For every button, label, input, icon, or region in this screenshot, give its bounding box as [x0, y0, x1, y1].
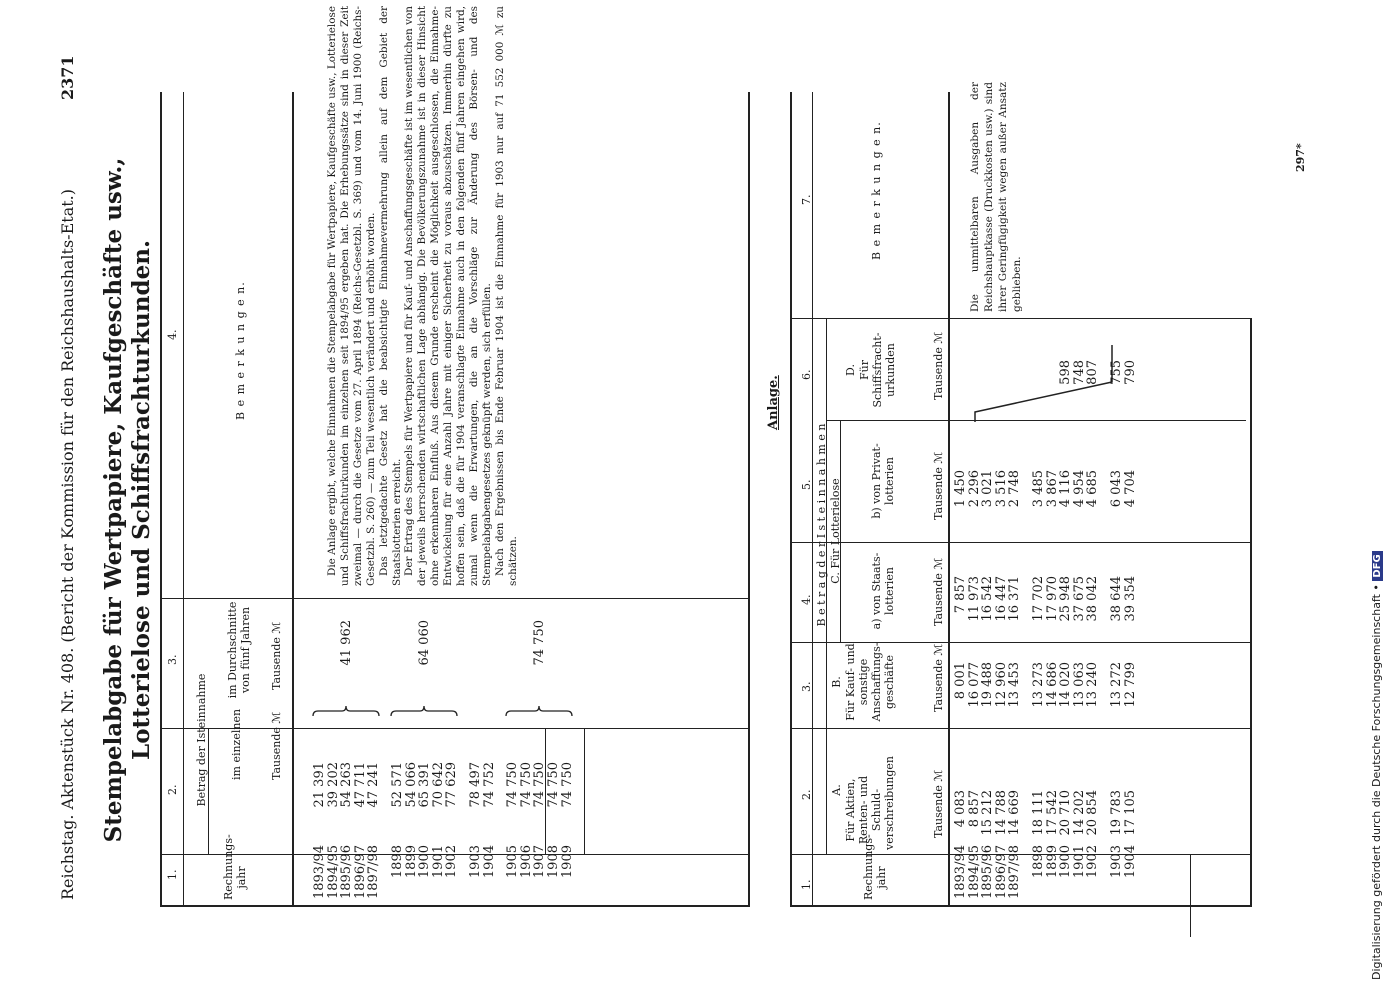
t2-header-a-text: [844, 755, 896, 850]
t2-colnum-2: 2.: [800, 789, 813, 800]
t1-colnum-3: 3.: [166, 654, 179, 665]
dfg-logo: DFG: [1372, 551, 1383, 580]
t2-value-ca: 39 354: [1122, 576, 1138, 622]
t1-value: 74 750: [546, 762, 561, 808]
t2-colnum-5: 5.: [800, 479, 813, 490]
t1-year: 1909: [559, 845, 575, 879]
t2-value-a: 8 857: [966, 790, 982, 828]
t2-value-d: 748: [1071, 360, 1087, 385]
t2-value-ca: 16 447: [993, 576, 1009, 622]
t2-value-b: 14 020: [1058, 662, 1074, 708]
t2-value-d: 598: [1058, 360, 1074, 385]
t2-value-ca: 25 948: [1058, 576, 1074, 622]
t2-value-b: 13 272: [1109, 662, 1124, 708]
t1-remarks: [326, 6, 520, 586]
t2-value-cb: 3 021: [980, 470, 996, 508]
t2-value-cb: 4 704: [1122, 470, 1138, 508]
t2-year: 1895/96: [980, 845, 996, 900]
t1-remark-paragraph: Das letztgedachte Gesetz hat die beabsichtigte Einnahmevermehrung allein auf dem Gebiet der Staatslotterien erreicht.: [377, 6, 403, 586]
t2-value-ca: 11 973: [966, 576, 982, 622]
t1-header-durchschnitt: im Durchschnitte von fünf Jahren: [226, 601, 252, 699]
t2-remark: Die unmittelbaren Ausgaben der Reichshauptkasse (Druckkosten usw.) sind ihrer Geringfügigkeit wegen außer Ansatz geblieben.: [969, 82, 1023, 312]
t1-average: 41 962: [339, 620, 354, 666]
t1-value: 78 497: [468, 762, 483, 808]
t2-year: 1902: [1085, 845, 1101, 879]
anlage-label: Anlage.: [766, 375, 781, 430]
t2-header-a-letter: A.: [830, 784, 843, 796]
t2-value-b: 14 686: [1044, 662, 1060, 708]
t1-colnum-2: 2.: [166, 784, 179, 795]
t2-header-b-letter: B.: [830, 676, 843, 688]
t2-value-cb: 2 296: [966, 470, 982, 508]
t1-header-betrag: Betrag der Isteinnahme: [195, 673, 208, 807]
t1-value: 77 629: [444, 762, 460, 808]
t2-value-b: 13 063: [1071, 662, 1087, 708]
t1-header-einzelnen: im einzelnen: [230, 708, 243, 780]
t1-value: 74 750: [559, 762, 575, 808]
t2-value-cb: 4 685: [1085, 470, 1101, 508]
t1-value: 21 391: [312, 762, 327, 808]
t2-value-cb: 3 485: [1031, 470, 1046, 508]
t2-value-a: 14 202: [1071, 790, 1087, 836]
t2-header-ca: a) von Staats-lotterien: [870, 552, 896, 630]
t2-header-year: Rechnungs-jahr: [862, 834, 888, 900]
t2-value-ca: 17 702: [1031, 576, 1046, 622]
t2-unit-cb: Tausende ℳ: [932, 451, 945, 520]
t1-unit-1: Tausende ℳ: [270, 711, 283, 780]
t1-year: 1907: [532, 845, 548, 879]
t2-value-cb: 4 954: [1071, 470, 1087, 508]
t2-value-a: 4 083: [953, 790, 968, 828]
t1-value: 70 642: [430, 762, 446, 808]
t2-value-b: 16 077: [966, 662, 982, 708]
t1-year: 1902: [444, 845, 460, 879]
t1-remarks-inner: [326, 6, 520, 586]
t2-unit-ca: Tausende ℳ: [932, 557, 945, 626]
t2-value-b: 19 488: [980, 662, 996, 708]
t2-colnum-6: 6.: [800, 369, 813, 380]
t2-value-b: 8 001: [953, 662, 968, 700]
title-rotated: Stempelabgabe für Wertpapiere, Kaufgeschäfte usw., Lotterielose und Schiffsfrachturkunden.: [100, 157, 155, 843]
t2-year: 1900: [1058, 845, 1074, 879]
t2-unit-a: Tausende ℳ: [932, 769, 945, 838]
page-number-rotated: 2371: [58, 55, 77, 100]
t2-value-ca: 17 970: [1044, 576, 1060, 622]
t2-value-a: 18 111: [1031, 790, 1046, 836]
t1-value: 47 241: [366, 762, 382, 808]
t2-year: 1903: [1109, 845, 1124, 879]
t2-value-cb: 6 043: [1109, 470, 1124, 508]
t1-brace-mark: [390, 706, 458, 718]
t1-remark-paragraph: Der Ertrag des Stempels für Wertpapiere und für Kauf- und Anschaffungsgeschäfte ist im wesentlichen von der jeweils herrschenden wirtschaftlichen Lage abhängig. Die Bevölkerungszunahme ist in dieser Hinsicht ohne erkennbaren Einfluß. Aus diesem Grunde erscheint die Möglichkeit ausgeschlossen, die Einnahme-Entwickelung für eine Anzahl Jahre mit einiger Sicherheit zu voraus abzuschätzen. Immerhin dürfte zu hoffen sein, daß die für 1904 veranschlagte Einnahme auch in den folgenden fünf Jahren eingehen wird, zumal wenn die Erwartungen, die an die Vorschläge zur Änderung des Börsen- und des Stempelabgabengesetzes geknüpft werden, sich erfüllen.: [403, 6, 493, 586]
t2-year: 1894/95: [966, 845, 982, 900]
t2-header-a-desc: Für Aktien, Renten- und Schuld-verschreibungen: [844, 755, 896, 850]
t2-value-cb: 2 748: [1007, 470, 1023, 508]
t2-value-cb: 4 116: [1058, 470, 1074, 508]
t1-year: 1896/97: [352, 845, 368, 900]
t2-colnum-3: 3.: [800, 681, 813, 692]
t1-year: 1899: [403, 845, 419, 879]
t2-value-a: 20 854: [1085, 790, 1101, 836]
t2-value-cb: 1 450: [953, 470, 968, 508]
t1-year: 1895/96: [339, 845, 355, 900]
t1-year: 1897/98: [366, 845, 382, 900]
t2-value-a: 14 788: [993, 790, 1009, 836]
t2-value-b: 12 799: [1122, 662, 1138, 708]
t2-value-b: 13 453: [1007, 662, 1023, 708]
t1-brace-mark: [505, 706, 573, 718]
t2-header-b-desc: Für Kauf- und sonstige Anschaffungs-geschäfte: [844, 642, 896, 722]
t2-value-a: 20 710: [1058, 790, 1074, 836]
t2-header-cb: b) von Privat-lotterien: [870, 443, 896, 519]
t2-header-d-desc: Für Schiffsfracht-urkunden: [858, 332, 897, 408]
t2-value-a: 15 212: [980, 790, 996, 836]
t2-value-ca: 7 857: [953, 576, 968, 614]
t2-value-ca: 38 644: [1109, 576, 1124, 622]
t2-year: 1904: [1122, 845, 1138, 879]
digitization-text: Digitalisierung gefördert durch die Deutsche Forschungsgemeinschaft •: [1370, 584, 1383, 980]
header-rotated: [58, 100, 77, 900]
t1-year: 1901: [430, 845, 446, 879]
t2-value-ca: 38 042: [1085, 576, 1101, 622]
t1-value: 74 750: [505, 762, 521, 808]
t2-year: 1899: [1044, 845, 1060, 879]
t2-value-d: 755: [1109, 360, 1124, 385]
t1-colnum-1: 1.: [166, 869, 179, 880]
t1-value: 54 066: [403, 762, 419, 808]
t1-value: 74 750: [532, 762, 548, 808]
t1-value: 74 752: [481, 762, 497, 808]
digitization-credit: [1370, 551, 1383, 980]
t1-value: 54 263: [339, 762, 355, 808]
t2-value-ca: 16 371: [1007, 576, 1023, 622]
t2-header-betrag: B e t r a g d e r I s t e i n n a h m e n: [815, 423, 828, 627]
t1-year: 1906: [518, 845, 534, 879]
t1-year: 1904: [481, 845, 497, 879]
t1-year: 1905: [505, 845, 521, 879]
t1-header-year: Rechnungs-jahr: [222, 834, 248, 900]
t2-value-ca: 37 675: [1071, 576, 1087, 622]
t1-year: 1900: [417, 845, 433, 879]
t2-year: 1896/97: [993, 845, 1009, 900]
t1-year: 1894/95: [325, 845, 341, 900]
t1-value: 52 571: [390, 762, 405, 808]
t2-unit-d: Tausende ℳ: [932, 331, 945, 400]
t2-value-d: 790: [1122, 360, 1138, 385]
t1-year: 1893/94: [312, 845, 327, 900]
t1-value: 39 202: [325, 762, 341, 808]
t1-average: 64 060: [417, 620, 432, 666]
t2-value-cb: 3 516: [993, 470, 1009, 508]
t2-year: 1893/94: [953, 845, 968, 900]
t2-value-a: 17 105: [1122, 790, 1138, 836]
t2-value-a: 17 542: [1044, 790, 1060, 836]
t2-header-c: C. Für Lotterielose: [829, 478, 842, 584]
t1-average: 74 750: [532, 620, 548, 666]
t2-colnum-4: 4.: [800, 594, 813, 605]
t2-value-a: 19 783: [1109, 790, 1124, 836]
t2-colnum-1: 1.: [800, 879, 813, 890]
t2-header-d-letter: D.: [844, 364, 857, 376]
t1-year: 1898: [390, 845, 405, 879]
t1-value: 47 711: [352, 762, 368, 808]
t2-unit-b: Tausende ℳ: [932, 643, 945, 712]
t2-value-b: 13 273: [1031, 662, 1046, 708]
t2-value-a: 14 669: [1007, 790, 1023, 836]
t2-value-cb: 3 867: [1044, 470, 1060, 508]
header-text: Reichstag. Aktenstück Nr. 408. (Bericht der Kommission für den Reichshaushalts-Etat.): [58, 189, 77, 900]
t1-year: 1908: [546, 845, 561, 879]
t1-header-bemerkungen: B e m e r k u n g e n.: [234, 281, 247, 420]
t2-value-b: 13 240: [1085, 662, 1101, 708]
t2-value-d: 807: [1085, 360, 1101, 385]
t2-value-b: 12 960: [993, 662, 1009, 708]
t1-value: 74 750: [518, 762, 534, 808]
t1-year: 1903: [468, 845, 483, 879]
t2-header-bemerkungen: B e m e r k u n g e n.: [870, 121, 883, 260]
t2-value-ca: 16 542: [980, 576, 996, 622]
t1-unit-2: Tausende ℳ: [270, 621, 283, 690]
page-footer: 297*: [1294, 143, 1307, 172]
t1-remark-paragraph: Nach den Ergebnissen bis Ende Februar 1904 ist die Einnahme für 1903 nur auf 71 552 000 ℳ zu schätzen.: [493, 6, 519, 586]
t2-year: 1901: [1071, 845, 1087, 879]
t2-year: 1898: [1031, 845, 1046, 879]
t1-value: 65 391: [417, 762, 433, 808]
t1-colnum-4: 4.: [166, 329, 179, 340]
t2-colnum-7: 7.: [800, 194, 813, 205]
t2-header-a: [830, 730, 843, 850]
t1-brace-mark: [312, 706, 380, 718]
t1-remark-paragraph: Die Anlage ergibt, welche Einnahmen die Stempelabgabe für Wertpapiere, Kaufgeschäfte usw., Lotterielose und Schiffsfrachturkunden im einzelnen seit 1894/95 ergeben hat. Die Erhebungssätze sind in dieser Zeit zweimal — durch die Gesetze vom 27. April 1894 (Reichs-Gesetzbl. S. 369) und vom 14. Juni 1900 (Reichs-Gesetzbl. S. 260) — zum Teil wesentlich verändert und erhöht worden.: [326, 6, 377, 586]
t2-year: 1897/98: [1007, 845, 1023, 900]
